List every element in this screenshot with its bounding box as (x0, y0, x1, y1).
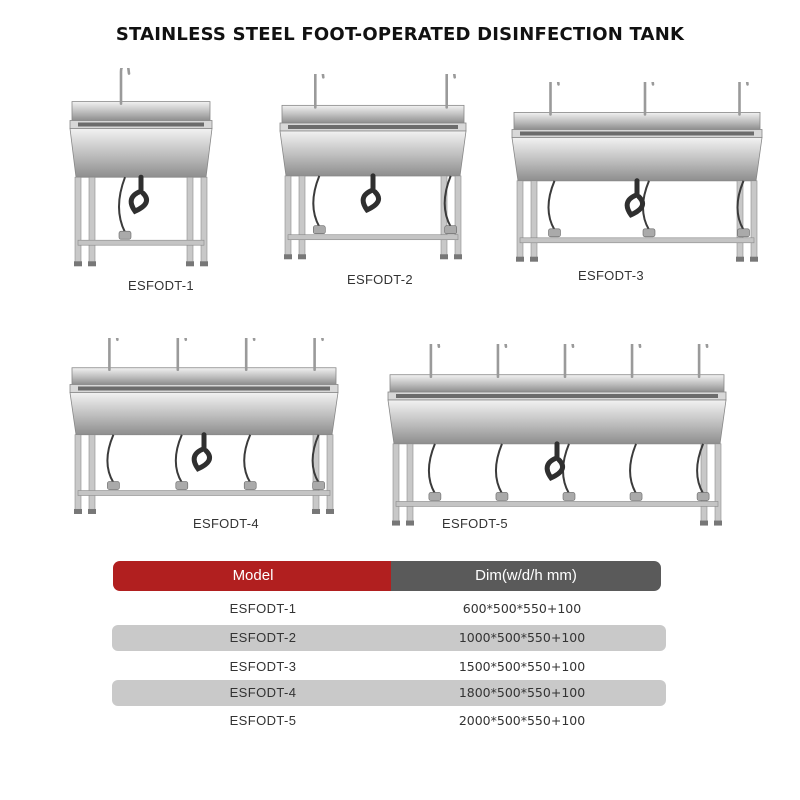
product-caption-3: ESFODT-3 (578, 268, 644, 283)
table-row (112, 654, 666, 680)
table-cell-model: ESFODT-4 (229, 685, 297, 700)
product-image-4 (66, 338, 342, 524)
product-caption-1: ESFODT-1 (128, 278, 194, 293)
table-cell-dim: 1500*500*550+100 (458, 659, 586, 674)
table-row (112, 680, 666, 706)
product-image-3 (508, 82, 766, 272)
table-cell-model: ESFODT-5 (229, 713, 297, 728)
product-caption-2: ESFODT-2 (347, 272, 413, 287)
table-cell-dim: 2000*500*550+100 (458, 713, 586, 728)
product-image-1 (66, 68, 216, 278)
table-header-model: Model (113, 561, 393, 591)
product-image-2 (276, 74, 470, 270)
table-cell-model: ESFODT-2 (229, 630, 297, 645)
page-title: STAINLESS STEEL FOOT-OPERATED DISINFECTION TANK (115, 24, 685, 45)
table-cell-dim: 600*500*550+100 (462, 601, 582, 616)
table-cell-dim: 1000*500*550+100 (458, 630, 586, 645)
product-caption-5: ESFODT-5 (442, 516, 508, 531)
table-header-dim: Dim(w/d/h mm) (391, 561, 661, 591)
table-row (112, 625, 666, 651)
table-row (112, 596, 666, 622)
product-caption-4: ESFODT-4 (193, 516, 259, 531)
table-row (112, 708, 666, 734)
product-image-5 (384, 344, 730, 536)
table-cell-dim: 1800*500*550+100 (458, 685, 586, 700)
table-cell-model: ESFODT-1 (229, 601, 297, 616)
table-cell-model: ESFODT-3 (229, 659, 297, 674)
